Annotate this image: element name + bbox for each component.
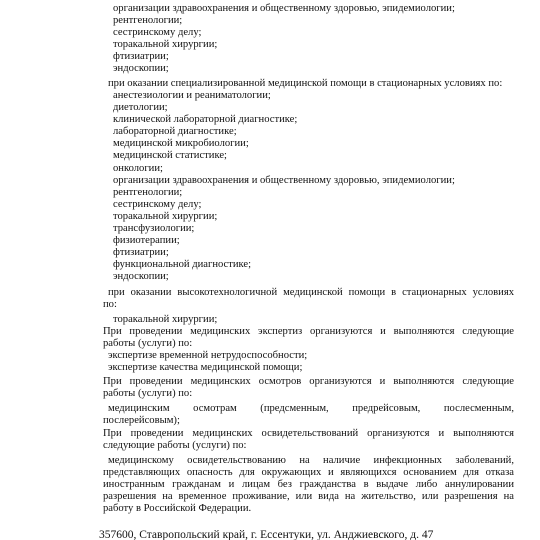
document-line: онкологии;	[113, 163, 163, 174]
document-line: по:	[103, 299, 117, 310]
document-line: клинической лабораторной диагностике;	[113, 114, 298, 125]
document-line: организации здравоохранения и общественному здоровью, эпидемиологии;	[113, 175, 455, 186]
document-line: медицинской микробиологии;	[113, 138, 249, 149]
document-line: послерейсовым);	[103, 415, 180, 426]
document-line: работу в Российской Федерации.	[103, 503, 252, 514]
document-line: функциональной диагностике;	[113, 259, 252, 270]
document-line: фтизиатрии;	[113, 51, 169, 62]
document-line: разрешения на временное проживание, или вида на жительство, или разрешения на	[103, 491, 514, 502]
document-line: рентгенологии;	[113, 15, 183, 26]
document-line: торакальной хирургии;	[113, 314, 218, 325]
document-line: трансфузиологии;	[113, 223, 195, 234]
document-line: сестринскому делу;	[113, 27, 202, 38]
document-line: лабораторной диагностике;	[113, 126, 237, 137]
document-line: эндоскопии;	[113, 63, 169, 74]
document-line: экспертизе качества медицинской помощи;	[108, 362, 303, 373]
document-line: торакальной хирургии;	[113, 211, 218, 222]
document-line: представляющих опасность для окружающих и являющихся основанием для отказа	[103, 467, 514, 478]
document-line: организации здравоохранения и общественному здоровью, эпидемиологии;	[113, 3, 455, 14]
document-line: торакальной хирургии;	[113, 39, 218, 50]
document-line: При проведении медицинских осмотров организуются и выполняются следующие	[103, 376, 514, 387]
document-line: работы (услуги) по:	[103, 388, 193, 399]
document-line: При проведении медицинских экспертиз организуются и выполняются следующие	[103, 326, 514, 337]
document-line: анестезиологии и реаниматологии;	[113, 90, 271, 101]
document-line: фтизиатрии;	[113, 247, 169, 258]
document-line: медицинской статистике;	[113, 150, 227, 161]
document-line: медицинским осмотрам (предсменным, предрейсовым, послесменным,	[108, 403, 514, 414]
document-line: При проведении медицинских освидетельствований организуются и выполняются	[103, 428, 514, 439]
document-line: эндоскопии;	[113, 271, 169, 282]
document-line: диетологии;	[113, 102, 168, 113]
document-line: следующие работы (услуги) по:	[103, 440, 247, 451]
document-line: медицинскому освидетельствованию на наличие инфекционных заболеваний,	[108, 455, 514, 466]
document-line: работы (услуги) по:	[103, 338, 193, 349]
document-line: рентгенологии;	[113, 187, 183, 198]
document-footer-address: 357600, Ставропольский край, г. Ессентуки, ул. Анджиевского, д. 47	[99, 529, 434, 540]
document-line: сестринскому делу;	[113, 199, 202, 210]
document-line: физиотерапии;	[113, 235, 180, 246]
document-line: экспертизе временной нетрудоспособности;	[108, 350, 308, 361]
document-line: при оказании специализированной медицинской помощи в стационарных условиях по:	[108, 78, 503, 89]
document-line: при оказании высокотехнологичной медицинской помощи в стационарных условиях	[108, 287, 514, 298]
document-line: иностранным гражданам и лицам без гражданства в выдаче либо аннулировании	[103, 479, 514, 490]
